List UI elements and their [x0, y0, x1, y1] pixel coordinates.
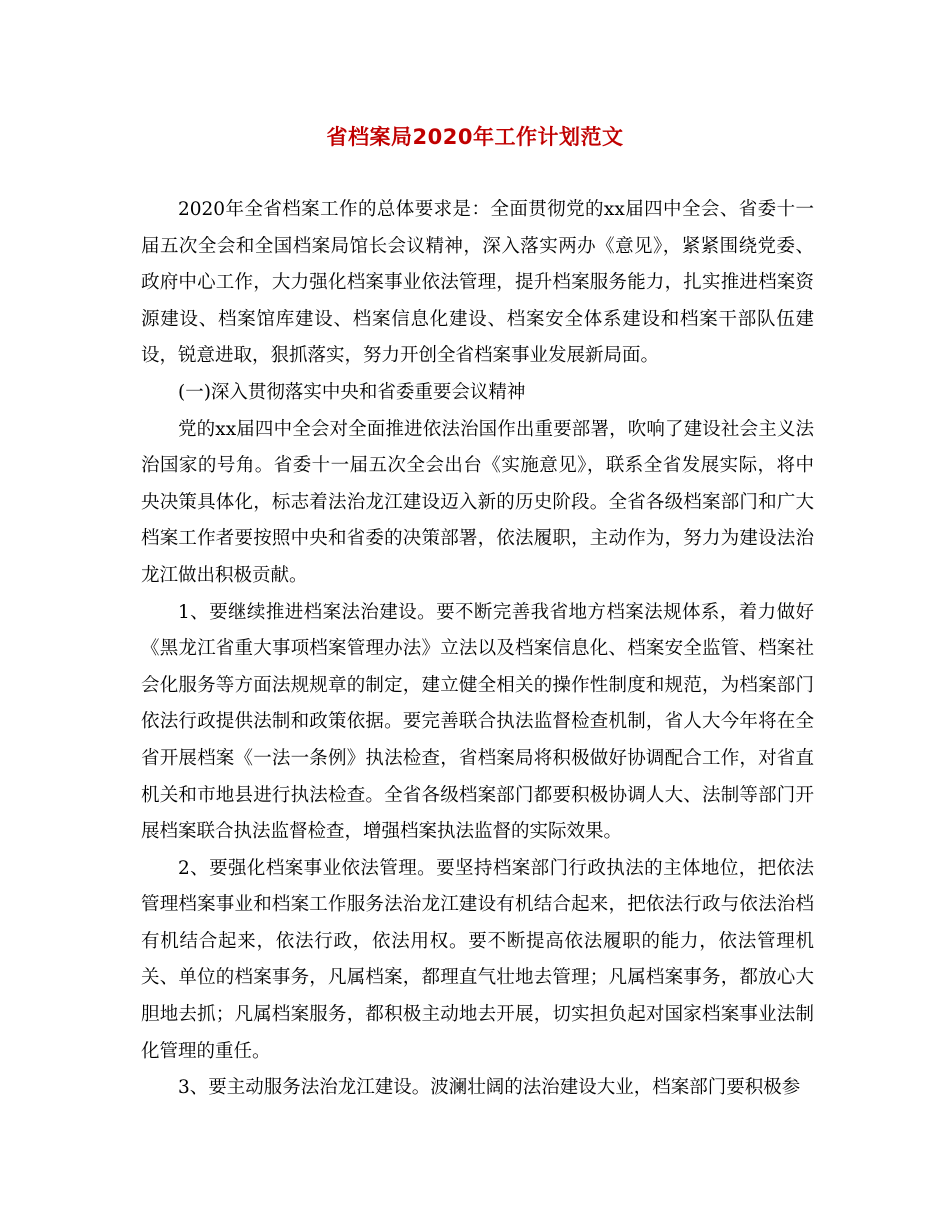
document-body — [141, 192, 814, 1107]
paragraph-item-2: 2、要强化档案事业依法管理。要坚持档案部门行政执法的主体地位，把依法管理档案事业和档案工作服务法治龙江建设有机结合起来，把依法行政与依法治档有机结合起来，依法行政，依法用权。要不断提高依法履职的能力，依法管理机关、单位的档案事务，凡属档案，都理直气壮地去管理；凡属档案事务，都放心大胆地去抓；凡属档案服务，都积极主动地去开展，切实担负起对国家档案事业法制化管理的重任。 — [141, 857, 814, 1062]
document-title: 省档案局2020年工作计划范文 — [326, 125, 624, 149]
paragraph-item-3: 3、要主动服务法治龙江建设。波澜壮阔的法治建设大业，档案部门要积极参 — [178, 1077, 801, 1099]
section-heading: (一)深入贯彻落实中央和省委重要会议精神 — [178, 381, 526, 403]
paragraph-item-1: 1、要继续推进档案法治建设。要不断完善我省地方档案法规体系，着力做好《黑龙江省重大事项档案管理办法》立法以及档案信息化、档案安全监管、档案社会化服务等方面法规规章的制定，建立健全相关的操作性制度和规范，为档案部门依法行政提供法制和政策依据。要完善联合执法监督检查机制，省人大今年将在全省开展档案《一法一条例》执法检查，省档案局将积极做好协调配合工作，对省直机关和市地县进行执法检查。全省各级档案部门都要积极协调人大、法制等部门开展档案联合执法监督检查，增强档案执法监督的实际效果。 — [141, 601, 814, 843]
paragraph-section-1: 党的xx届四中全会对全面推进依法治国作出重要部署，吹响了建设社会主义法治国家的号角。省委十一届五次全会出台《实施意见》，联系全省发展实际，将中央决策具体化，标志着法治龙江建设迈入新的历史阶段。全省各级档案部门和广大档案工作者要按照中央和省委的决策部署，依法履职，主动作为，努力为建设法治龙江做出积极贡献。 — [141, 418, 814, 586]
paragraph-intro: 2020年全省档案工作的总体要求是：全面贯彻党的xx届四中全会、省委十一届五次全会和全国档案局馆长会议精神，深入落实两办《意见》，紧紧围绕党委、政府中心工作，大力强化档案事业依法管理，提升档案服务能力，扎实推进档案资源建设、档案馆库建设、档案信息化建设、档案安全体系建设和档案干部队伍建设，锐意进取，狠抓落实，努力开创全省档案事业发展新局面。 — [141, 199, 814, 367]
